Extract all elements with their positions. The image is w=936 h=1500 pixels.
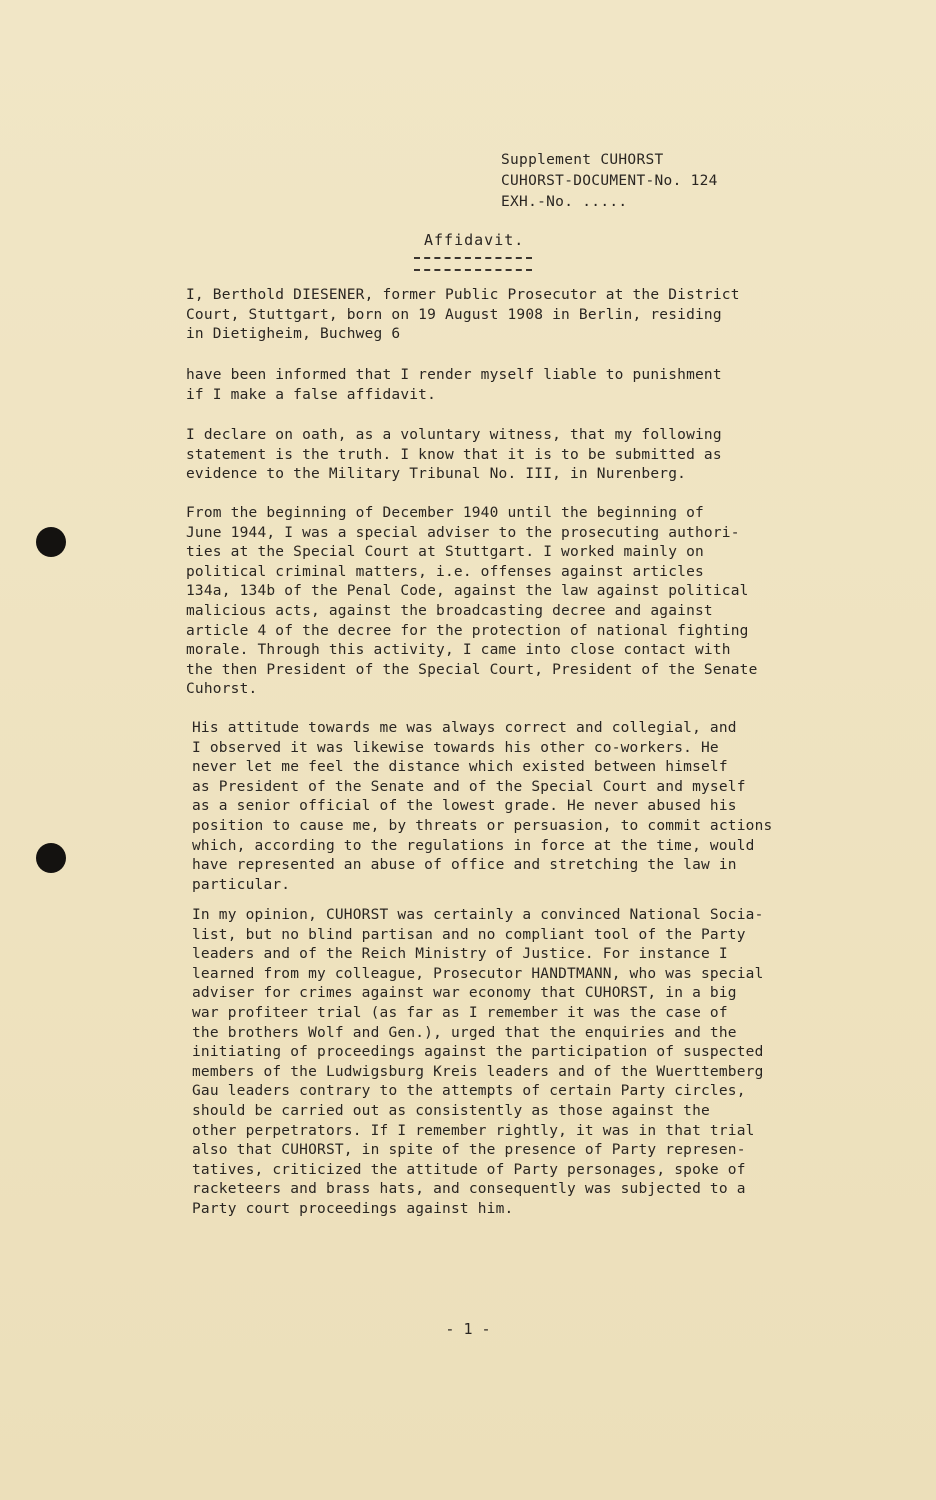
paragraph-line: malicious acts, against the broadcasting decree and against xyxy=(186,602,713,619)
paragraph-line: never let me feel the distance which existed between himself xyxy=(192,759,728,776)
punch-hole-lower xyxy=(36,843,66,873)
paragraph-line: political criminal matters, i.e. offenses against articles xyxy=(186,563,704,580)
paragraph-line: the then President of the Special Court, President of the Senate xyxy=(186,661,758,678)
paragraph-line: list, but no blind partisan and no compliant tool of the Party xyxy=(192,926,746,943)
paragraph-line: leaders and of the Reich Ministry of Justice. For instance I xyxy=(192,946,728,963)
paragraph-line: in Dietigheim, Buchweg 6 xyxy=(186,326,401,343)
paragraph-line: statement is the truth. I know that it is to be submitted as xyxy=(186,446,722,463)
paragraph-line: members of the Ludwigsburg Kreis leaders and of the Wuerttemberg xyxy=(192,1063,764,1080)
paragraph-line: Court, Stuttgart, born on 19 August 1908 in Berlin, residing xyxy=(186,306,722,323)
paragraph-2 xyxy=(186,366,722,405)
paragraph-line: as President of the Senate and of the Special Court and myself xyxy=(192,778,746,795)
paragraph-line: 134a, 134b of the Penal Code, against the law against political xyxy=(186,583,749,600)
paragraph-line: war profiteer trial (as far as I remember it was the case of xyxy=(192,1004,728,1021)
paragraph-line: Party court proceedings against him. xyxy=(192,1200,514,1217)
paragraph-5 xyxy=(192,719,772,895)
paragraph-line: Gau leaders contrary to the attempts of certain Party circles, xyxy=(192,1083,746,1100)
paragraph-line: which, according to the regulations in force at the time, would xyxy=(192,837,755,854)
punch-hole-upper xyxy=(36,527,66,557)
paragraph-line: have represented an abuse of office and stretching the law in xyxy=(192,857,737,874)
supplement-line: Supplement CUHORST xyxy=(501,152,664,168)
page-number: - 1 - xyxy=(445,1320,491,1338)
paragraph-line: racketeers and brass hats, and consequently was subjected to a xyxy=(192,1181,746,1198)
paragraph-line: other perpetrators. If I remember rightly, it was in that trial xyxy=(192,1122,755,1139)
document-header xyxy=(501,150,718,213)
paragraph-line: Cuhorst. xyxy=(186,681,258,698)
title-underline xyxy=(414,257,532,271)
exhibit-number-line: EXH.-No. ..... xyxy=(501,194,628,210)
paragraph-line: In my opinion, CUHORST was certainly a convinced National Socia- xyxy=(192,907,764,923)
paragraph-line: ties at the Special Court at Stuttgart. I worked mainly on xyxy=(186,544,704,561)
paragraph-line: I declare on oath, as a voluntary witness, that my following xyxy=(186,427,722,443)
paragraph-line: adviser for crimes against war economy that CUHORST, in a big xyxy=(192,985,737,1002)
paragraph-line: as a senior official of the lowest grade. He never abused his xyxy=(192,798,737,815)
paragraph-line: From the beginning of December 1940 until the beginning of xyxy=(186,505,704,521)
paragraph-line: position to cause me, by threats or persuasion, to commit actions xyxy=(192,817,773,834)
document-number-line: CUHORST-DOCUMENT-No. 124 xyxy=(501,173,718,189)
paragraph-line: morale. Through this activity, I came into close contact with xyxy=(186,642,731,659)
paragraph-4 xyxy=(186,504,758,700)
paragraph-line: His attitude towards me was always correct and collegial, and xyxy=(192,720,737,736)
paragraph-3 xyxy=(186,426,722,485)
paragraph-line: evidence to the Military Tribunal No. III, in Nurenberg. xyxy=(186,466,687,483)
paragraph-line: I, Berthold DIESENER, former Public Prosecutor at the District xyxy=(186,287,740,303)
paragraph-line: I observed it was likewise towards his other co-workers. He xyxy=(192,739,719,756)
paragraph-line: particular. xyxy=(192,876,291,893)
paragraph-line: should be carried out as consistently as those against the xyxy=(192,1102,710,1119)
paragraph-1 xyxy=(186,286,740,345)
paragraph-6 xyxy=(192,906,764,1220)
paragraph-line: June 1944, I was a special adviser to the prosecuting authori- xyxy=(186,524,740,541)
paragraph-line: the brothers Wolf and Gen.), urged that the enquiries and the xyxy=(192,1024,737,1041)
document-title: Affidavit. xyxy=(424,231,525,249)
paragraph-line: tatives, criticized the attitude of Party personages, spoke of xyxy=(192,1161,746,1178)
paragraph-line: have been informed that I render myself liable to punishment xyxy=(186,367,722,383)
paragraph-line: also that CUHORST, in spite of the presence of Party represen- xyxy=(192,1142,746,1159)
paragraph-line: learned from my colleague, Prosecutor HANDTMANN, who was special xyxy=(192,965,764,982)
paragraph-line: initiating of proceedings against the participation of suspected xyxy=(192,1044,764,1061)
paragraph-line: if I make a false affidavit. xyxy=(186,386,437,403)
paragraph-line: article 4 of the decree for the protection of national fighting xyxy=(186,622,749,639)
